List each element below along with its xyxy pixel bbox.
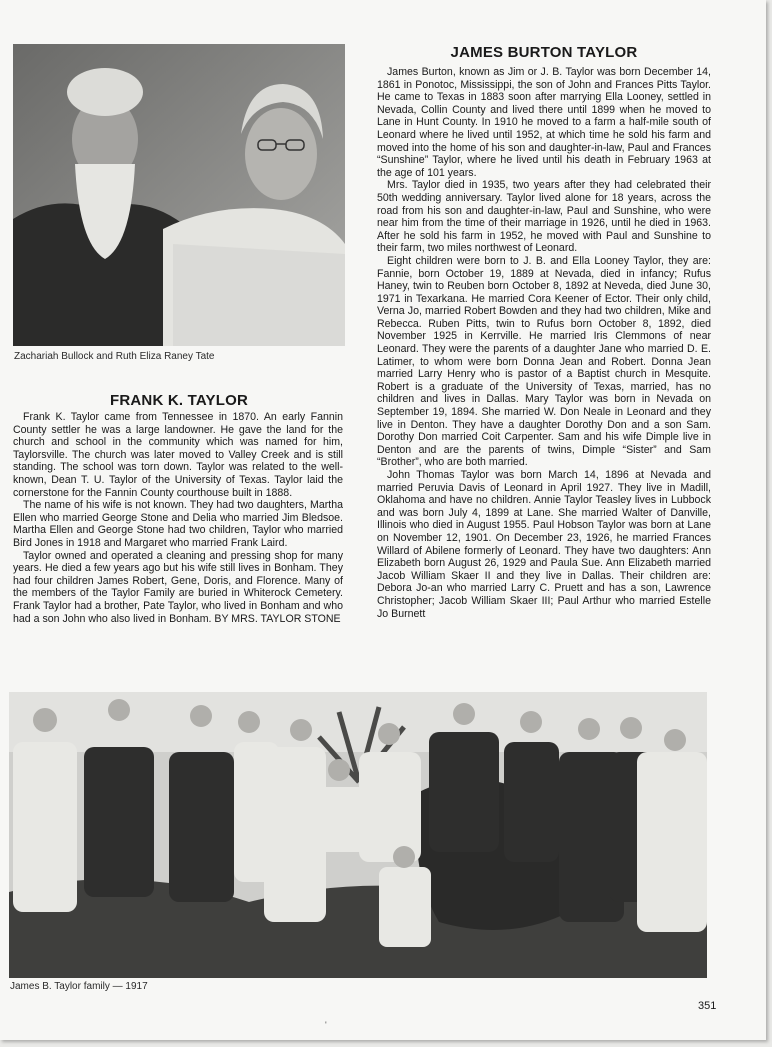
james-paragraph-4: John Thomas Taylor was born March 14, 1896 at Nevada and married Peruvia Davis of Leonard in April 1927. They live in Madill, Oklahoma and have no children. Annie Taylor Teasley lives in Lubbock and was born July 4, 1899 at Lane. She married Walter of Danville, Illinois who died in August 1955. Paul Hobson Taylor was born at Lane on November 12, 1901. On December 23, 1926, he married Frances Willard of Abilene formerly of Leonard. They have two daughters: Ann Elizabeth born August 26, 1929 and Paula Sue. Ann Elizabeth married Jacob William Skaer II and they live in Dallas. Their children are: Debora Jo-an who married Larry C. Pruett and has a son, Lawrence Christopher; Jacob William Skaer III; Paul Arthur who married Estelle Jo Burnett <box>377 469 711 620</box>
margin-mark: ' <box>325 1020 327 1030</box>
frank-taylor-article <box>13 411 343 673</box>
page-number: 351 <box>698 1000 717 1012</box>
frank-taylor-heading: FRANK K. TAYLOR <box>110 392 248 409</box>
james-taylor-heading: JAMES BURTON TAYLOR <box>450 44 638 61</box>
portrait-photo-image <box>13 44 345 346</box>
frank-paragraph-1: Frank K. Taylor came from Tennessee in 1870. An early Fannin County settler he was a large landowner. He gave the land for the church and school in the community which was named for him, Taylorsville. The church was later moved to Valley Creek and is still standing. The school was torn down. Taylor was related to the well-known, Dean T. U. Taylor of the University of Texas. Taylor laid the cornerstone for the Fannin County courthouse built in 1888. <box>13 411 343 499</box>
portrait-caption: Zachariah Bullock and Ruth Eliza Raney Tate <box>14 351 215 362</box>
james-paragraph-2: Mrs. Taylor died in 1935, two years after they had celebrated their 50th wedding anniversary. Taylor lived alone for 18 years, across the road from his son and daughter-in-law, Paul and Sunshine, who were near him from the time of their marriage in 1926, until he died in 1963. After he sold his farm in 1952, he moved with Paul and Sunshine to their farm, two miles northwest of Leonard. <box>377 179 711 255</box>
family-photo <box>9 692 707 978</box>
family-photo-caption: James B. Taylor family — 1917 <box>10 981 148 992</box>
james-taylor-article <box>377 66 711 676</box>
frank-paragraph-3: Taylor owned and operated a cleaning and pressing shop for many years. He died a few years ago but his wife still lives in Bonham. They had four children James Robert, Gene, Doris, and Florence. Many of the members of the Taylor Family are buried in Whiterock Cemetery. Frank Taylor had a brother, Pate Taylor, who lived in Bonham and who had a son John who also lived in Bonham. BY MRS. TAYLOR STONE <box>13 549 343 625</box>
portrait-photo <box>13 44 345 346</box>
james-paragraph-3: Eight children were born to J. B. and Ella Looney Taylor, they are: Fannie, born October 19, 1889 at Nevada, died in infancy; Rufus Haney, twin to Reuben born October 8, 1892 at Neveda, died June 30, 1971 in Texarkana. He married Cora Keener of Ector. Their only child, Verna Jo, married Robert Bowden and they had two children, Mike and Rebecca. Ruben Pitts, twin to Rufus born October 8, 1892, died November 1925 in Kerrville. He married Iris Clemmons of near Leonard. They were the parents of a daughter Jane who married D. E. Latimer, to whom were born Donna Jean and Robert. Donna Jean married Larry Henry who is pastor of a Baptist church in Mesquite. Robert is a graduate of the University of Texas, married, has no children and lives in Dallas. Mary Taylor was born in Nevada on September 19, 1894. She married W. Don Neale in Leonard and they live in Denton. They have a daughter Dorothy Don and a son Sam. Dorothy Don married Coit Carpenter. Sam and his wife Dimple live in Denton and are the parents of twins, Dimple “Sister” and Sam “Brother”, who are both married. <box>377 254 711 469</box>
frank-paragraph-2: The name of his wife is not known. They had two daughters, Martha Ellen who married George Stone and Delia who married Jim Bledsoe. Martha Ellen and George Stone had two children, Taylor who married Bird Jones in 1918 and Margaret who married Frank Laird. <box>13 499 343 549</box>
family-photo-image <box>9 692 707 978</box>
james-paragraph-1: James Burton, known as Jim or J. B. Taylor was born December 14, 1861 in Ponotoc, Mississippi, the son of John and Frances Pitts Taylor. He came to Texas in 1883 soon after marrying Ella Looney, settled in Nevada, Collin County and lived there until 1899 when he moved to Lane in Hunt County. In 1910 he moved to a farm a half-mile south of Leonard where he lived until 1952, at which time he sold his farm and moved into the home of his son and daughter-in-law, Paul and Frances “Sunshine” Taylor, where he lived until his death in February 1963 at the age of 101 years. <box>377 66 711 179</box>
